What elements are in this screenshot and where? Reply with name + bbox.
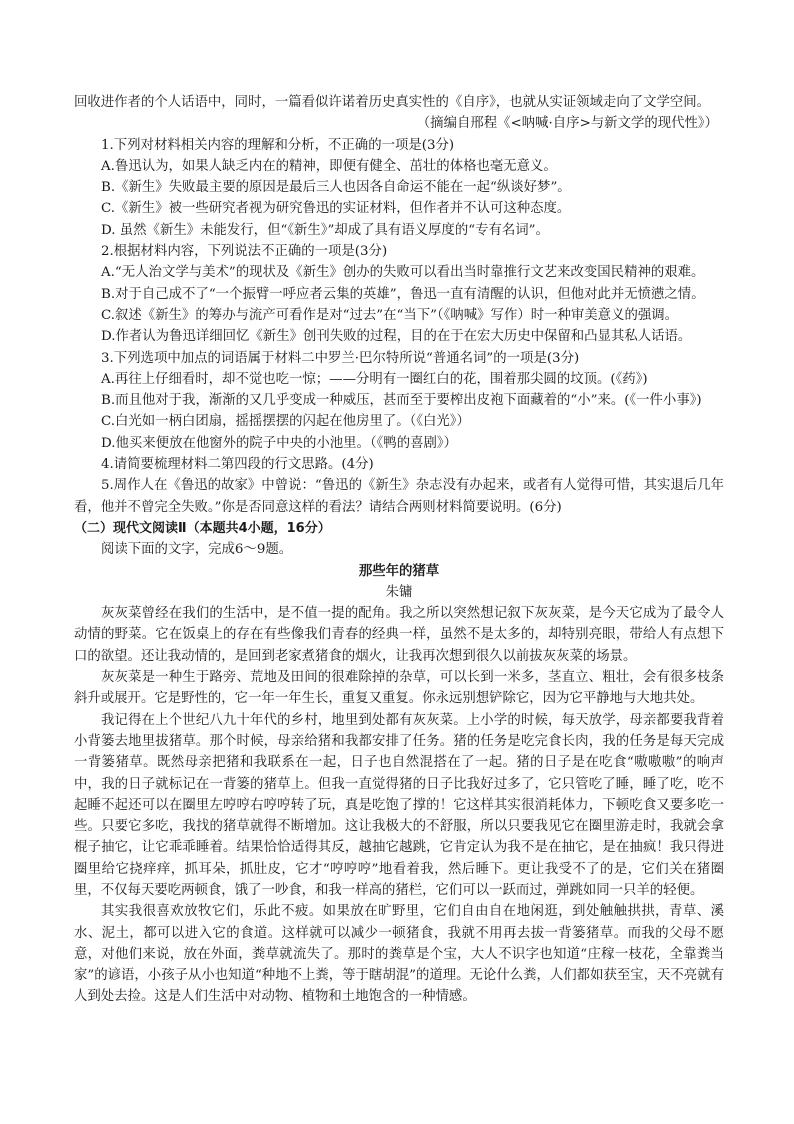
question-2-option-d: D.作者认为鲁迅详细回忆《新生》创刊失败的过程，目的在于在宏大历史中保留和凸显其私人话语。: [101, 329, 692, 345]
question-3-option-c: C.白光如一柄白团扇，摇摇摆摆的闪起在他房里了。（《白光》）: [101, 414, 470, 430]
question-5-stem: 5.周作人在《鲁迅的故家》中曾说：“鲁迅的《新生》杂志没有办起来，或者有人觉得可惜，其实退后几年看，他并不曾完全失败。”你是否同意这样的看法？请结合两则材料简要说明。(6分): [74, 478, 724, 515]
question-3-option-a: A.再往上仔细看时，却不觉也吃一惊；——分明有一圈红白的花，围着那尖圆的坟顶。(《药》): [101, 371, 648, 387]
article-title: 那些年的猪草: [358, 563, 440, 579]
question-1-stem: 1.下列对材料相关内容的理解和分析，不正确的一项是(3分): [101, 137, 455, 153]
question-3-option-d: D.他买来便放在他窗外的院子中央的小池里。（《鸭的喜剧》）: [101, 435, 457, 451]
question-2-stem: 2.根据材料内容，下列说法不正确的一项是(3分): [101, 244, 388, 260]
article-paragraph: 我记得在上个世纪八九十年代的乡村，地里到处都有灰灰菜。上小学的时候，每天放学，母亲都要我背着小背篓去地里拔猪草。那个时候，母亲给猪和我都安排了任务。猪的任务是吃完食长肉，我的任务是每天完成一背篓猪草。既然母亲把猪和我联系在一起，日子也自然混搭在了一起。猪的日子是在吃食“嗷嗷嗷”的响声中，我的日子就标记在一背篓的猪草上。但我一直觉得猪的日子比我好过多了，它只管吃了睡，睡了吃，吃不起睡不起还可以在圈里左哼哼右哼哼转了玩，真是吃饱了撑的！它这样其实很消耗体力，下顿吃食又要多吃一些。只要它多吃，我找的猪草就得不断增加。这让我极大的不舒服，所以只要我见它在圈里游走时，我就会拿棍子抽它，让它乖乖睡着。结果恰恰适得其反，越抽它越跳，它肯定认为我不是在抽它，是在抽疯！我只得进圈里给它挠痒痒，抓耳朵，抓肚皮，它才“哼哼哼”地看着我，然后睡下。更让我受不了的是，它们关在猪圈里，不仅每天要吃两顿食，饿了一吵食，和我一样高的猪栏，它们可以一跃而过，弹跳如同一只羊的轻便。: [74, 712, 724, 898]
question-4-stem: 4.请简要梳理材料二第四段的行文思路。(4分): [101, 457, 374, 473]
article-paragraph: 灰灰菜是一种生于路旁、荒地及田间的很难除掉的杂草，可以长到一米多，茎直立、粗壮，会有很多枝条斜升或展开。它是野性的，它一年一年生长，重复又重复。你永远别想铲除它，因为它平静地与大地共处。: [74, 670, 724, 707]
question-1-option-c: C.《新生》被一些研究者视为研究鲁迅的实证材料，但作者并不认可这种态度。: [101, 201, 571, 217]
question-2-option-c: C.叙述《新生》的筹办与流产可看作是对“过去”在“当下”（《呐喊》写作）时一种审美意义的强调。: [101, 307, 679, 323]
section-2-header: （二）现代文阅读Ⅱ（本题共4小题，16分）: [74, 520, 331, 536]
question-1-option-d: D. 虽然《新生》未能发行，但“《新生》”却成了具有语义厚度的“专有名词”。: [101, 222, 549, 238]
section-2-instruction: 阅读下面的文字，完成6～9题。: [101, 542, 293, 558]
question-3-option-b: B.而且他对于我，渐渐的又几乎变成一种威压，甚而至于要榨出皮袍下面藏着的“小”来。(《一件小事》): [101, 393, 702, 409]
article-paragraph: 其实我很喜欢放牧它们，乐此不疲。如果放在旷野里，它们自由自在地闲逛，到处触触拱拱，青草、溪水、泥土，都可以进入它的食道。这样就可以减少一顿猪食，我就不用再去拔一背篓猪草。而我的父母不愿意，对他们来说，放在外面，粪草就流失了。那时的粪草是个宝，大人不识字也知道“庄稼一枝花，全靠粪当家”的谚语，小孩子从小也知道“种地不上粪，等于瞎胡混”的道理。无论什么粪，人们都如获至宝，天不亮就有人到处去捡。这是人们生活中对动物、植物和土地饱含的一种情感。: [74, 904, 724, 1005]
material-tail-paragraph: 回收进作者的个人话语中，同时，一篇看似许诺着历史真实性的《自序》，也就从实证领域走向了文学空间。: [74, 95, 711, 110]
question-1-option-a: A.鲁迅认为，如果人缺乏内在的精神，即便有健全、茁壮的体格也毫无意义。: [101, 158, 557, 174]
article-paragraph: 灰灰菜曾经在我们的生活中，是不值一提的配角。我之所以突然想记叙下灰灰菜，是今天它成为了最令人动情的野菜。它在饭桌上的存在有些像我们青春的经典一样，虽然不是太多的，却特别亮眼，带给人有点想下口的欲望。还让我动情的，是回到老家煮猪食的烟火，让我再次想到很久以前拔灰灰菜的场景。: [74, 606, 724, 664]
exam-page: [74, 92, 724, 1008]
question-3-stem: 3.下列选项中加点的词语属于材料二中罗兰·巴尔特所说“普通名词”的一项是(3分): [101, 350, 580, 366]
question-2-option-b: B.对于自己成不了“一个振臂一呼应者云集的英雄”，鲁迅一直有清醒的认识，但他对此并无愤懑之情。: [101, 286, 705, 302]
material-source: （摘编自邢程《<呐喊·自序>与新文学的现代性》）: [416, 116, 718, 132]
question-2-option-a: A.“无人治文学与美术”的现状及《新生》创办的失败可以看出当时靠推行文艺来改变国民精神的艰难。: [101, 265, 705, 281]
question-1-option-b: B.《新生》失败最主要的原因是最后三人也因各自命运不能在一起“纵谈好梦”。: [101, 180, 571, 196]
article-author: 朱镛: [385, 584, 413, 600]
